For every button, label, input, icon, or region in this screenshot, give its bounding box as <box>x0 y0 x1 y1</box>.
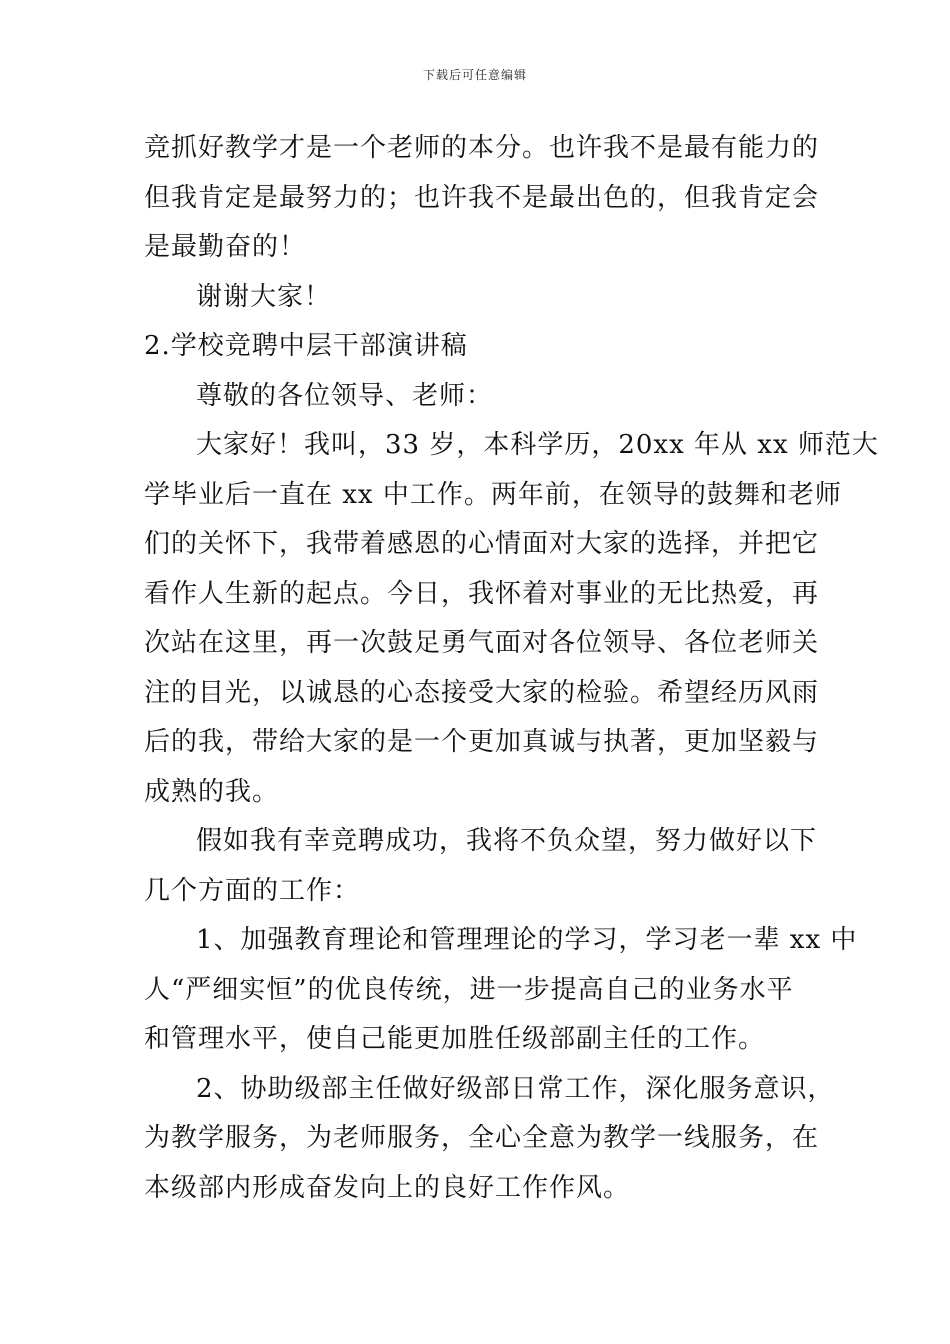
text-line-9: 们的关怀下，我带着感恩的心情面对大家的选择，并把它 <box>144 529 820 559</box>
list-item-1-line-2: 人“严细实恒”的优良传统，进一步提高自己的业务水平 <box>144 974 794 1005</box>
text-line-11: 次站在这里，再一次鼓足勇气面对各位领导、各位老师关 <box>144 628 820 658</box>
text-line-1: 竞抓好教学才是一个老师的本分。也许我不是最有能力的 <box>144 133 820 163</box>
list-item-2-line-1: 2、协助级部主任做好级部日常工作，深化服务意识， <box>196 1073 835 1104</box>
list-item-2-line-3: 本级部内形成奋发向上的良好工作作风。 <box>144 1172 631 1203</box>
text-line-3: 是最勤奋的！ <box>144 232 307 262</box>
text-line-2: 但我肯定是最努力的；也许我不是最出色的，但我肯定会 <box>144 182 820 213</box>
closing-thanks: 谢谢大家！ <box>196 281 332 312</box>
text-line-16: 几个方面的工作： <box>144 875 361 906</box>
list-item-1-line-3: 和管理水平，使自己能更加胜任级部副主任的工作。 <box>144 1024 766 1054</box>
text-line-14: 成熟的我。 <box>144 776 280 807</box>
section-heading: 2.学校竞聘中层干部演讲稿 <box>144 331 468 361</box>
text-line-15: 假如我有幸竞聘成功，我将不负众望，努力做好以下 <box>196 826 818 856</box>
text-line-13: 后的我，带给大家的是一个更加真诚与执著，更加坚毅与 <box>144 727 820 757</box>
list-item-2-line-2: 为教学服务，为老师服务，全心全意为教学一线服务，在 <box>144 1123 820 1153</box>
text-line-10: 看作人生新的起点。今日，我怀着对事业的无比热爱，再 <box>144 578 820 609</box>
text-line-8: 学毕业后一直在 xx 中工作。两年前，在领导的鼓舞和老师 <box>144 479 842 510</box>
list-item-1-line-1: 1、加强教育理论和管理理论的学习，学习老一辈 xx 中 <box>196 925 858 955</box>
text-line-12: 注的目光，以诚恳的心态接受大家的检验。希望经历风雨 <box>144 677 820 708</box>
text-line-7: 大家好！我叫，33 岁，本科学历，20xx 年从 xx 师范大 <box>196 430 879 460</box>
page-header: 下载后可任意编辑 <box>422 68 527 82</box>
salutation: 尊敬的各位领导、老师： <box>196 380 494 411</box>
document-body <box>144 124 879 1213</box>
